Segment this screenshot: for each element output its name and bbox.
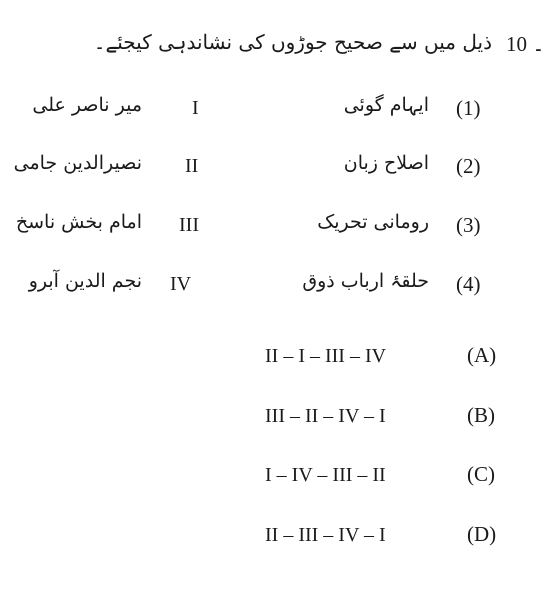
option-label: (C) [467,462,495,486]
pair-right-item: نصیرالدین جامی [13,152,142,174]
option-label: (B) [467,403,495,427]
pair-number: (4) [456,272,481,296]
pair-number: (1) [456,96,481,120]
pair-left-item: اصلاح زبان [343,152,429,174]
pair-number: (2) [456,154,481,178]
pair-right-item: نجم الدین آبرو [28,270,142,292]
pair-roman-numeral: III [179,214,199,236]
pair-left-item: حلقۂ ارباب ذوق [302,270,429,292]
option-sequence: II – I – III – IV [265,345,387,367]
pair-roman-numeral: I [192,97,199,119]
pair-roman-numeral: II [185,155,199,177]
question-text: ذیل میں سے صحیح جوڑوں کی نشاندہی کیجئے۔ [93,30,492,54]
option-label: (A) [467,343,497,367]
option-sequence: I – IV – III – II [265,464,386,486]
question-number: 10 ۔ [506,32,545,56]
pair-roman-numeral: IV [170,273,192,295]
pair-number: (3) [456,213,481,237]
pair-right-item: امام بخش ناسخ [15,211,142,233]
option-sequence: III – II – IV – I [265,405,386,427]
pair-left-item: رومانی تحریک [317,211,429,233]
option-sequence: II – III – IV – I [265,524,386,546]
option-label: (D) [467,522,497,546]
pair-left-item: ایہام گوئی [343,94,429,116]
pair-right-item: میر ناصر علی [32,94,142,116]
question-dash: ۔ [527,32,545,56]
